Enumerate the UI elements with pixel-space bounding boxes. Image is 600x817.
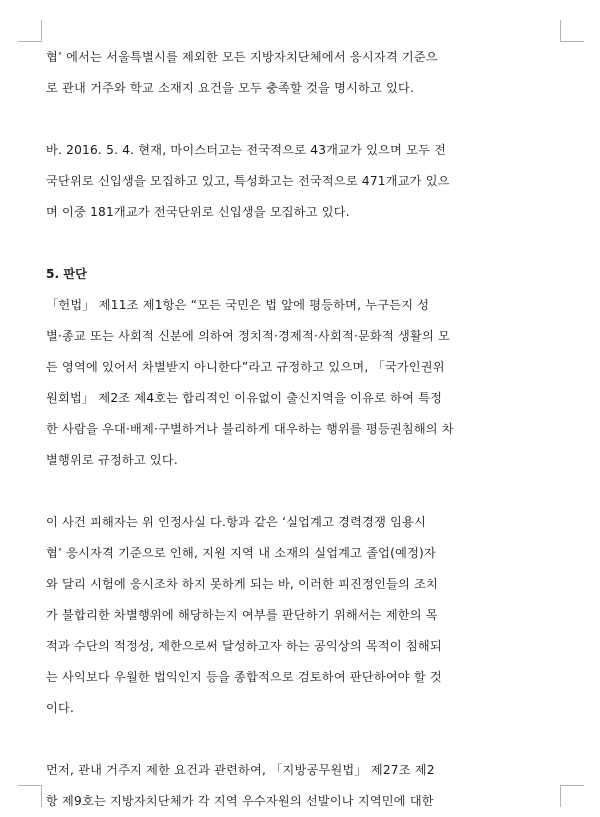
crop-mark-top-right — [560, 20, 561, 42]
crop-mark-bottom-right — [560, 785, 561, 807]
text-line: 는 사익보다 우월한 법익인지 등을 종합적으로 검토하여 판단하여야 할 것 — [46, 670, 442, 684]
crop-mark-top-right — [560, 41, 584, 42]
text-line: 가 불합리한 차별행위에 해당하는지 여부를 판단하기 위해서는 제한의 목 — [46, 608, 438, 622]
crop-mark-top-left — [18, 41, 42, 42]
section-heading: 5. 판단 — [46, 267, 87, 281]
crop-mark-bottom-left — [41, 785, 42, 807]
text-line: 협’ 에서는 서울특별시를 제외한 모든 지방자치단체에서 응시자격 기준으 — [46, 50, 438, 64]
text-line: 별·종교 또는 사회적 신분에 의하여 정치적·경제적·사회적·문화적 생활의 모 — [46, 329, 451, 343]
text-line: 협’ 응시자격 기준으로 인해, 지원 지역 내 소재의 실업계고 졸업(예정)자 — [46, 546, 436, 560]
text-line: 이 사건 피해자는 위 인정사실 다.항과 같은 ‘실업계고 경력경쟁 임용시 — [46, 515, 427, 529]
text-line: 며 이중 181개교가 전국단위로 신입생을 모집하고 있다. — [46, 205, 350, 219]
crop-mark-bottom-right — [560, 785, 584, 786]
text-line: 이다. — [46, 701, 75, 715]
text-line: 로 관내 거주와 학교 소재지 요건을 모두 충족할 것을 명시하고 있다. — [46, 81, 415, 95]
text-line: 바. 2016. 5. 4. 현재, 마이스터고는 전국적으로 43개교가 있으며 모두 전 — [46, 143, 447, 157]
text-line: 원회법」 제2조 제4호는 합리적인 이유없이 출신지역을 이유로 하여 특정 — [46, 391, 443, 405]
text-line: 항 제9호는 지방자치단체가 각 지역 우수자원의 선발이나 지역민에 대한 — [46, 794, 434, 808]
crop-mark-top-left — [41, 20, 42, 42]
text-line: 「헌법」 제11조 제1항은 “모든 국민은 법 앞에 평등하며, 누구든지 성 — [46, 298, 430, 312]
text-line: 별행위로 규정하고 있다. — [46, 453, 178, 467]
crop-mark-bottom-left — [18, 785, 42, 786]
text-line: 든 영역에 있어서 차별받지 아니한다”라고 규정하고 있으며, 「국가인권위 — [46, 360, 445, 374]
document-body — [46, 42, 558, 817]
text-line: 한 사람을 우대·배제·구별하거나 불리하게 대우하는 행위를 평등권침해의 차 — [46, 422, 454, 436]
text-line: 적과 수단의 적정성, 제한으로써 달성하고자 하는 공익상의 목적이 침해되 — [46, 639, 442, 653]
text-line: 국단위로 신입생을 모집하고 있고, 특성화고는 전국적으로 471개교가 있으 — [46, 174, 450, 188]
text-line: 와 달리 시험에 응시조차 하지 못하게 되는 바, 이러한 피진정인들의 조치 — [46, 577, 439, 591]
text-line: 먼저, 관내 거주지 제한 요건과 관련하여, 「지방공무원법」 제27조 제2 — [46, 763, 435, 777]
